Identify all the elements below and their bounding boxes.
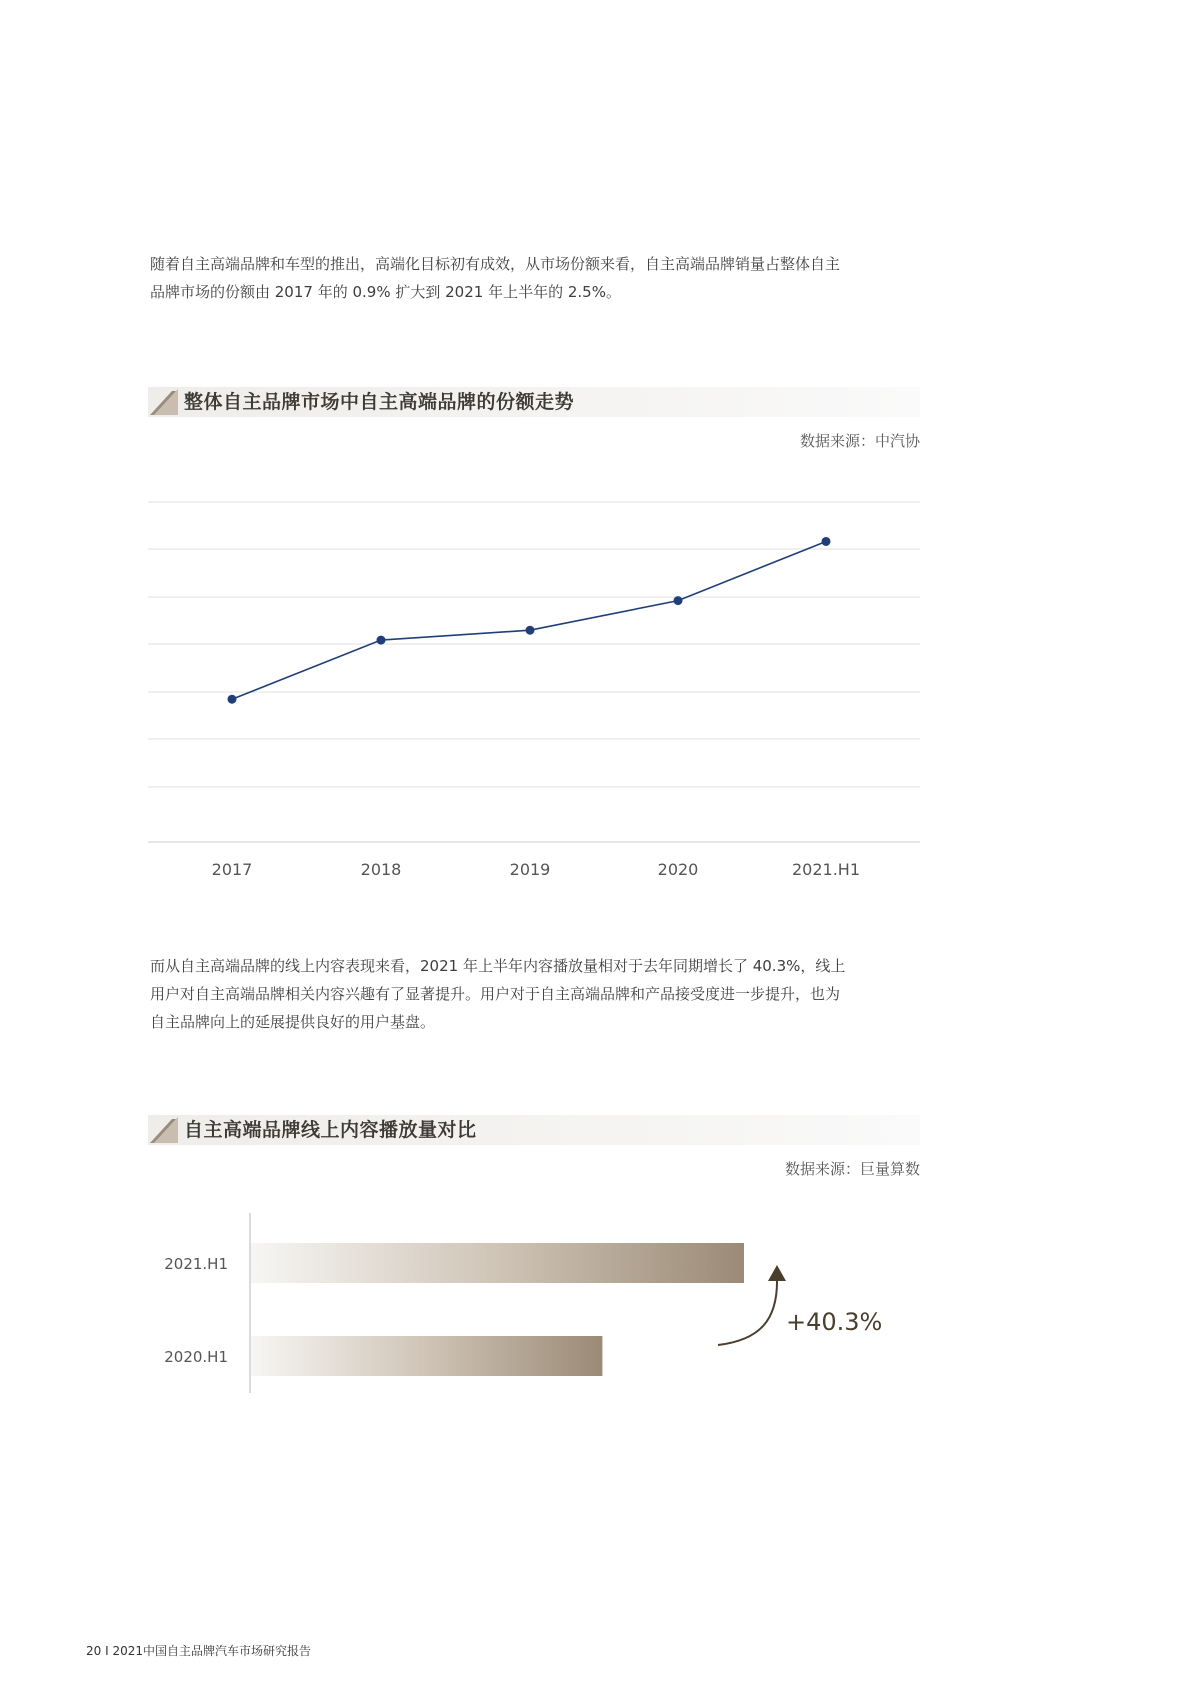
section-header-share-trend [148, 387, 920, 417]
bar-category-label: 2020.H1 [164, 1348, 228, 1366]
online-content-paragraph [150, 952, 920, 1036]
data-source-label: 数据来源：中汽协 [799, 432, 920, 450]
x-tick-label: 2021.H1 [791, 860, 861, 879]
bar-category-label: 2021.H1 [164, 1255, 228, 1273]
bar-2020.H1 [251, 1336, 602, 1376]
playback-bar-chart [0, 1205, 1190, 1405]
page-footer: 20 I 2021中国自主品牌汽车市场研究报告 [86, 1644, 311, 1658]
section-triangle-icon [150, 1117, 178, 1143]
data-point-2019 [526, 626, 535, 635]
section-triangle-icon [150, 389, 178, 415]
online-line-2: 用户对自主高端品牌相关内容兴趣有了显著提升。用户对于自主高端品牌和产品接受度进一步提升，也为 [150, 985, 841, 1003]
data-point-2018 [377, 636, 386, 645]
bar-2021.H1 [251, 1243, 744, 1283]
intro-line-1: 随着自主高端品牌和车型的推出，高端化目标初有成效，从市场份额来看，自主高端品牌销量占整体自主 [150, 255, 841, 273]
series-line [232, 541, 826, 699]
section-title: 整体自主品牌市场中自主高端品牌的份额走势 [184, 391, 575, 413]
growth-arrow-icon [718, 1278, 777, 1345]
data-point-2021.H1 [822, 537, 831, 546]
x-tick-label: 2017 [211, 860, 253, 879]
growth-label: +40.3% [786, 1308, 883, 1336]
x-tick-label: 2019 [509, 860, 551, 879]
growth-arrowhead-icon [768, 1265, 786, 1281]
section-header-playback-compare [148, 1115, 920, 1145]
online-line-1: 而从自主高端品牌的线上内容表现来看，2021 年上半年内容播放量相对于去年同期增长了 40.3%，线上 [150, 957, 846, 975]
intro-paragraph [150, 250, 920, 306]
intro-line-2: 品牌市场的份额由 2017 年的 0.9% 扩大到 2021 年上半年的 2.5%。 [150, 283, 621, 301]
data-point-2020 [674, 596, 683, 605]
x-tick-label: 2018 [360, 860, 402, 879]
data-source-label: 数据来源：巨量算数 [784, 1160, 920, 1178]
section-title: 自主高端品牌线上内容播放量对比 [184, 1119, 477, 1141]
x-tick-label: 2020 [657, 860, 699, 879]
online-line-3: 自主品牌向上的延展提供良好的用户基盘。 [150, 1013, 436, 1031]
share-trend-line-chart [0, 480, 1190, 880]
data-point-2017 [228, 695, 237, 704]
